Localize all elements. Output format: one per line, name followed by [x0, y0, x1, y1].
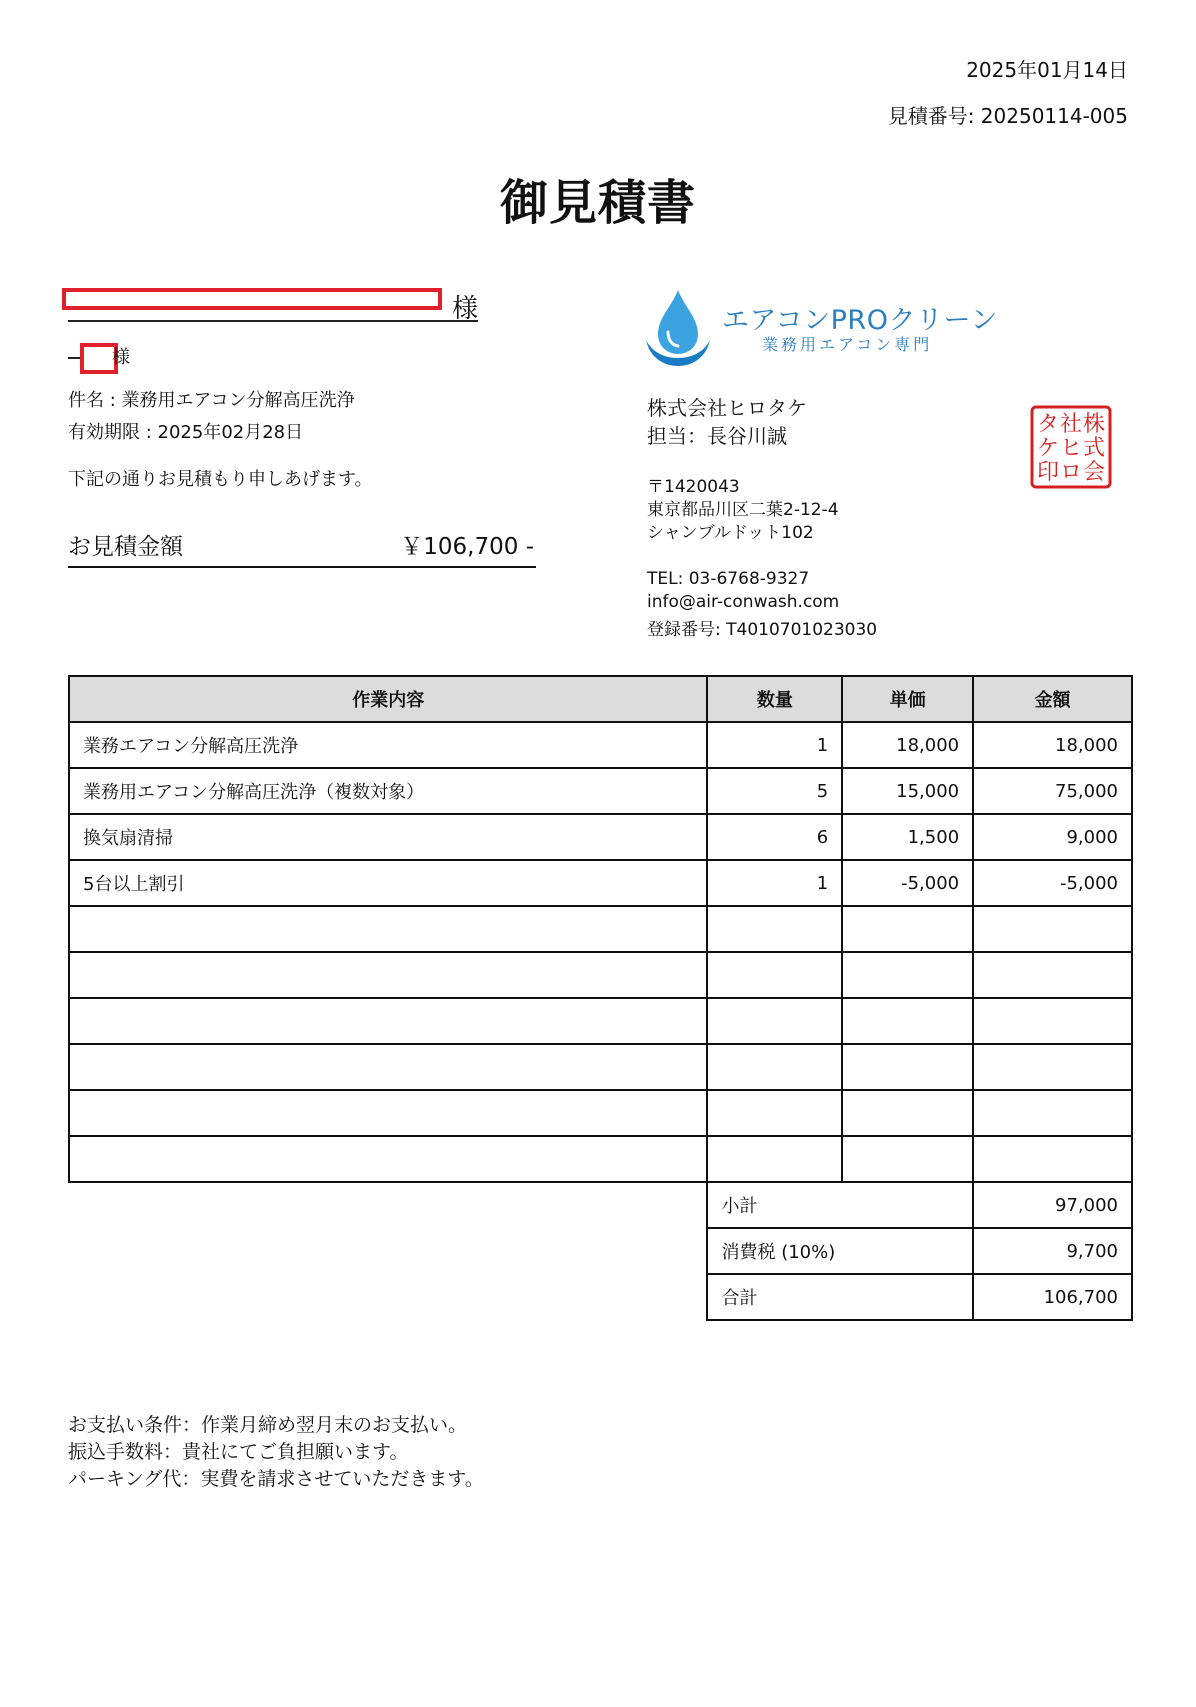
empty-table-row — [69, 906, 1132, 952]
item-amount: 75,000 — [973, 768, 1132, 814]
empty-table-row — [69, 1136, 1132, 1182]
tax-label: 消費税 (10%) — [707, 1228, 973, 1274]
subtotal-row — [69, 1182, 1132, 1228]
logo-tagline: 業務用エアコン専門 — [762, 335, 933, 354]
empty-table-row — [69, 998, 1132, 1044]
tax-row — [69, 1228, 1132, 1274]
subtotal-label: 小計 — [707, 1182, 973, 1228]
payment-terms-note: お支払い条件：作業月締め翌月末のお支払い。 — [68, 1414, 468, 1436]
issuer-address-line1: 東京都品川区二葉2-12-4 — [647, 500, 839, 520]
item-description: 5台以上割引 — [69, 860, 707, 906]
item-amount: 18,000 — [973, 722, 1132, 768]
person-honorific: 様 — [112, 347, 130, 368]
column-header-amount: 金額 — [973, 676, 1132, 722]
issuer-zip: 〒1420043 — [647, 477, 740, 497]
item-quantity: 6 — [707, 814, 842, 860]
items-table — [68, 675, 1133, 1321]
tax-value: 9,700 — [973, 1228, 1132, 1274]
issuer-address-line2: シャンブルドット102 — [647, 523, 814, 543]
redacted-client-name — [62, 288, 442, 310]
empty-table-row — [69, 1044, 1132, 1090]
issuer-registration-number: 登録番号: T4010701023030 — [647, 620, 878, 640]
company-seal-stamp — [1030, 405, 1112, 489]
estimate-amount-value: ￥106,700 - — [400, 534, 534, 560]
svg-text:ケ: ケ — [1036, 436, 1060, 461]
parking-fee-note: パーキング代：実費を請求させていただきます。 — [68, 1468, 484, 1490]
svg-text:式: 式 — [1082, 436, 1106, 461]
issuer-tel: TEL: 03-6768-9327 — [647, 569, 810, 589]
column-header-unit-price: 単価 — [842, 676, 973, 722]
svg-text:印: 印 — [1036, 460, 1060, 485]
logo-brand-name: エアコンPROクリーン — [722, 305, 998, 336]
estimate-amount-box — [68, 526, 536, 568]
svg-text:ロ: ロ — [1059, 460, 1083, 485]
svg-text:ヒ: ヒ — [1059, 436, 1083, 461]
svg-text:社: 社 — [1059, 412, 1083, 437]
svg-text:会: 会 — [1082, 460, 1106, 485]
issuer-company: 株式会社ヒロタケ — [647, 396, 807, 420]
empty-table-row — [69, 952, 1132, 998]
total-row — [69, 1274, 1132, 1320]
subtotal-value: 97,000 — [973, 1182, 1132, 1228]
subject: 件名 : 業務用エアコン分解高圧洗浄 — [68, 390, 355, 411]
item-unit-price: 15,000 — [842, 768, 973, 814]
table-row — [69, 722, 1132, 768]
item-description: 換気扇清掃 — [69, 814, 707, 860]
issuer-email: info@air-conwash.com — [647, 592, 840, 612]
table-row — [69, 768, 1132, 814]
item-amount: -5,000 — [973, 860, 1132, 906]
client-honorific: 様 — [452, 294, 479, 324]
item-unit-price: 18,000 — [842, 722, 973, 768]
total-label: 合計 — [707, 1274, 973, 1320]
item-quantity: 1 — [707, 860, 842, 906]
column-header-quantity: 数量 — [707, 676, 842, 722]
column-header-description: 作業内容 — [69, 676, 707, 722]
total-value: 106,700 — [973, 1274, 1132, 1320]
water-drop-logo-icon — [642, 288, 714, 368]
table-row — [69, 814, 1132, 860]
svg-text:株: 株 — [1082, 412, 1106, 437]
estimate-amount-label: お見積金額 — [68, 534, 183, 560]
issue-date: 2025年01月14日 — [966, 58, 1128, 82]
item-description: 業務エアコン分解高圧洗浄 — [69, 722, 707, 768]
validity-date: 有効期限 : 2025年02月28日 — [68, 422, 304, 443]
transfer-fee-note: 振込手数料：貴社にてご負担願います。 — [68, 1441, 409, 1463]
estimate-number: 見積番号: 20250114-005 — [887, 104, 1128, 128]
item-quantity: 1 — [707, 722, 842, 768]
svg-text:タ: タ — [1036, 412, 1060, 437]
issuer-contact: 担当：長谷川誠 — [647, 424, 787, 448]
item-amount: 9,000 — [973, 814, 1132, 860]
empty-table-row — [69, 1090, 1132, 1136]
document-title: 御見積書 — [499, 175, 696, 231]
greeting-text: 下記の通りお見積もり申しあげます。 — [68, 469, 373, 490]
item-description: 業務用エアコン分解高圧洗浄（複数対象） — [69, 768, 707, 814]
item-quantity: 5 — [707, 768, 842, 814]
table-row — [69, 860, 1132, 906]
table-header-row — [69, 676, 1132, 722]
item-unit-price: -5,000 — [842, 860, 973, 906]
item-unit-price: 1,500 — [842, 814, 973, 860]
